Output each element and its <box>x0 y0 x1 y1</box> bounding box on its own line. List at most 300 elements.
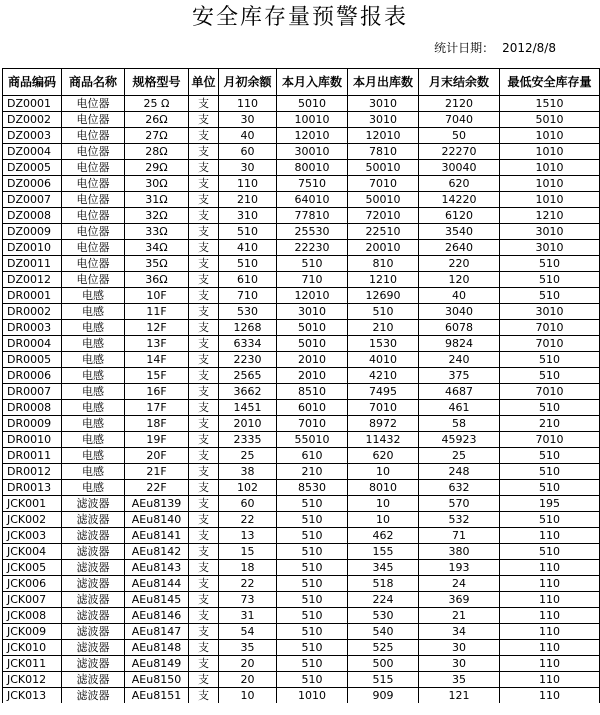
cell-product-name: 电感 <box>62 448 125 464</box>
cell-month-inbound: 2010 <box>277 352 348 368</box>
cell-unit: 支 <box>189 208 219 224</box>
cell-unit: 支 <box>189 432 219 448</box>
cell-product-name: 电感 <box>62 464 125 480</box>
cell-spec-model: AEu8150 <box>125 672 189 688</box>
cell-spec-model: AEu8151 <box>125 688 189 704</box>
table-row <box>3 544 600 560</box>
cell-product-code: DZ0008 <box>3 208 62 224</box>
table-row <box>3 128 600 144</box>
cell-closing-balance: 120 <box>419 272 500 288</box>
table-row <box>3 400 600 416</box>
cell-month-outbound: 7010 <box>348 176 419 192</box>
table-row <box>3 336 600 352</box>
cell-opening-balance: 73 <box>219 592 277 608</box>
cell-product-code: DR0008 <box>3 400 62 416</box>
cell-closing-balance: 50 <box>419 128 500 144</box>
cell-closing-balance: 9824 <box>419 336 500 352</box>
cell-product-code: DZ0007 <box>3 192 62 208</box>
cell-closing-balance: 25 <box>419 448 500 464</box>
cell-product-name: 电位器 <box>62 160 125 176</box>
cell-opening-balance: 30 <box>219 160 277 176</box>
cell-opening-balance: 6334 <box>219 336 277 352</box>
cell-product-name: 电位器 <box>62 256 125 272</box>
cell-product-code: DZ0002 <box>3 112 62 128</box>
cell-spec-model: AEu8139 <box>125 496 189 512</box>
cell-unit: 支 <box>189 112 219 128</box>
cell-closing-balance: 58 <box>419 416 500 432</box>
cell-product-name: 电位器 <box>62 240 125 256</box>
cell-min-safety-stock: 1010 <box>500 160 600 176</box>
cell-month-inbound: 8510 <box>277 384 348 400</box>
cell-opening-balance: 20 <box>219 656 277 672</box>
cell-month-inbound: 30010 <box>277 144 348 160</box>
cell-opening-balance: 610 <box>219 272 277 288</box>
cell-closing-balance: 21 <box>419 608 500 624</box>
cell-product-code: JCK011 <box>3 656 62 672</box>
cell-spec-model: 13F <box>125 336 189 352</box>
cell-opening-balance: 60 <box>219 144 277 160</box>
table-row <box>3 256 600 272</box>
cell-opening-balance: 110 <box>219 176 277 192</box>
cell-product-code: JCK008 <box>3 608 62 624</box>
cell-unit: 支 <box>189 256 219 272</box>
cell-opening-balance: 510 <box>219 256 277 272</box>
cell-month-outbound: 3010 <box>348 96 419 112</box>
cell-month-inbound: 510 <box>277 672 348 688</box>
table-row <box>3 192 600 208</box>
cell-opening-balance: 15 <box>219 544 277 560</box>
cell-min-safety-stock: 110 <box>500 656 600 672</box>
cell-month-outbound: 530 <box>348 608 419 624</box>
cell-closing-balance: 34 <box>419 624 500 640</box>
cell-spec-model: AEu8144 <box>125 576 189 592</box>
table-row <box>3 352 600 368</box>
column-header-spec-model: 规格型号 <box>125 69 189 96</box>
cell-closing-balance: 632 <box>419 480 500 496</box>
cell-month-inbound: 5010 <box>277 96 348 112</box>
cell-unit: 支 <box>189 384 219 400</box>
cell-closing-balance: 3040 <box>419 304 500 320</box>
cell-spec-model: 12F <box>125 320 189 336</box>
cell-month-outbound: 518 <box>348 576 419 592</box>
cell-month-inbound: 510 <box>277 496 348 512</box>
cell-closing-balance: 240 <box>419 352 500 368</box>
cell-product-name: 滤波器 <box>62 512 125 528</box>
cell-month-inbound: 710 <box>277 272 348 288</box>
cell-spec-model: AEu8140 <box>125 512 189 528</box>
cell-closing-balance: 30 <box>419 640 500 656</box>
cell-min-safety-stock: 210 <box>500 416 600 432</box>
table-row <box>3 448 600 464</box>
cell-month-outbound: 1210 <box>348 272 419 288</box>
cell-product-code: DR0011 <box>3 448 62 464</box>
cell-month-outbound: 50010 <box>348 192 419 208</box>
cell-closing-balance: 570 <box>419 496 500 512</box>
cell-opening-balance: 13 <box>219 528 277 544</box>
cell-spec-model: AEu8141 <box>125 528 189 544</box>
table-row <box>3 528 600 544</box>
cell-unit: 支 <box>189 496 219 512</box>
cell-unit: 支 <box>189 480 219 496</box>
cell-product-code: JCK007 <box>3 592 62 608</box>
table-row <box>3 432 600 448</box>
cell-min-safety-stock: 510 <box>500 288 600 304</box>
cell-unit: 支 <box>189 624 219 640</box>
cell-opening-balance: 20 <box>219 672 277 688</box>
cell-opening-balance: 102 <box>219 480 277 496</box>
cell-opening-balance: 54 <box>219 624 277 640</box>
cell-spec-model: AEu8142 <box>125 544 189 560</box>
cell-min-safety-stock: 110 <box>500 640 600 656</box>
cell-opening-balance: 38 <box>219 464 277 480</box>
cell-spec-model: 26Ω <box>125 112 189 128</box>
cell-opening-balance: 30 <box>219 112 277 128</box>
cell-min-safety-stock: 510 <box>500 272 600 288</box>
cell-unit: 支 <box>189 144 219 160</box>
cell-closing-balance: 532 <box>419 512 500 528</box>
cell-spec-model: 20F <box>125 448 189 464</box>
cell-product-name: 滤波器 <box>62 576 125 592</box>
cell-closing-balance: 461 <box>419 400 500 416</box>
cell-month-inbound: 5010 <box>277 336 348 352</box>
cell-unit: 支 <box>189 368 219 384</box>
cell-month-inbound: 3010 <box>277 304 348 320</box>
cell-product-name: 电位器 <box>62 224 125 240</box>
cell-month-inbound: 510 <box>277 560 348 576</box>
cell-unit: 支 <box>189 576 219 592</box>
cell-product-code: JCK001 <box>3 496 62 512</box>
table-row <box>3 576 600 592</box>
cell-product-name: 电感 <box>62 480 125 496</box>
cell-opening-balance: 1268 <box>219 320 277 336</box>
cell-product-code: DR0002 <box>3 304 62 320</box>
cell-product-name: 滤波器 <box>62 688 125 704</box>
cell-opening-balance: 710 <box>219 288 277 304</box>
cell-spec-model: AEu8146 <box>125 608 189 624</box>
cell-spec-model: 31Ω <box>125 192 189 208</box>
cell-opening-balance: 2010 <box>219 416 277 432</box>
cell-month-outbound: 515 <box>348 672 419 688</box>
cell-unit: 支 <box>189 272 219 288</box>
cell-product-name: 滤波器 <box>62 592 125 608</box>
cell-closing-balance: 6120 <box>419 208 500 224</box>
table-row <box>3 688 600 704</box>
cell-product-code: JCK009 <box>3 624 62 640</box>
cell-unit: 支 <box>189 528 219 544</box>
table-row <box>3 672 600 688</box>
cell-product-code: DZ0012 <box>3 272 62 288</box>
cell-month-outbound: 8010 <box>348 480 419 496</box>
cell-spec-model: AEu8145 <box>125 592 189 608</box>
cell-unit: 支 <box>189 592 219 608</box>
table-row <box>3 176 600 192</box>
cell-spec-model: 29Ω <box>125 160 189 176</box>
cell-closing-balance: 30040 <box>419 160 500 176</box>
table-row <box>3 144 600 160</box>
cell-month-outbound: 12690 <box>348 288 419 304</box>
cell-month-inbound: 510 <box>277 640 348 656</box>
cell-opening-balance: 2335 <box>219 432 277 448</box>
cell-product-name: 电位器 <box>62 144 125 160</box>
cell-unit: 支 <box>189 224 219 240</box>
cell-closing-balance: 4687 <box>419 384 500 400</box>
cell-month-outbound: 510 <box>348 304 419 320</box>
cell-product-name: 电位器 <box>62 112 125 128</box>
cell-min-safety-stock: 110 <box>500 528 600 544</box>
cell-unit: 支 <box>189 96 219 112</box>
cell-month-outbound: 72010 <box>348 208 419 224</box>
cell-unit: 支 <box>189 560 219 576</box>
cell-product-code: JCK010 <box>3 640 62 656</box>
cell-product-name: 电位器 <box>62 272 125 288</box>
cell-closing-balance: 248 <box>419 464 500 480</box>
cell-product-name: 电感 <box>62 416 125 432</box>
cell-product-code: DZ0005 <box>3 160 62 176</box>
cell-product-code: DR0001 <box>3 288 62 304</box>
table-header-row <box>3 69 600 96</box>
cell-month-inbound: 12010 <box>277 288 348 304</box>
cell-opening-balance: 25 <box>219 448 277 464</box>
cell-min-safety-stock: 3010 <box>500 224 600 240</box>
cell-month-outbound: 462 <box>348 528 419 544</box>
cell-min-safety-stock: 3010 <box>500 304 600 320</box>
cell-product-code: JCK013 <box>3 688 62 704</box>
cell-unit: 支 <box>189 464 219 480</box>
cell-spec-model: 27Ω <box>125 128 189 144</box>
inventory-table <box>2 68 600 703</box>
cell-month-outbound: 810 <box>348 256 419 272</box>
cell-opening-balance: 110 <box>219 96 277 112</box>
table-row <box>3 560 600 576</box>
cell-product-code: JCK002 <box>3 512 62 528</box>
cell-min-safety-stock: 7010 <box>500 336 600 352</box>
cell-closing-balance: 3540 <box>419 224 500 240</box>
cell-opening-balance: 510 <box>219 224 277 240</box>
cell-unit: 支 <box>189 640 219 656</box>
cell-product-name: 电感 <box>62 432 125 448</box>
cell-month-inbound: 510 <box>277 592 348 608</box>
column-header-min-safety-stock: 最低安全库存量 <box>500 69 600 96</box>
cell-closing-balance: 380 <box>419 544 500 560</box>
cell-product-code: DR0009 <box>3 416 62 432</box>
cell-unit: 支 <box>189 320 219 336</box>
cell-min-safety-stock: 110 <box>500 576 600 592</box>
cell-month-outbound: 7810 <box>348 144 419 160</box>
cell-product-name: 滤波器 <box>62 608 125 624</box>
table-row <box>3 368 600 384</box>
stat-date <box>434 38 556 58</box>
cell-closing-balance: 71 <box>419 528 500 544</box>
cell-spec-model: AEu8147 <box>125 624 189 640</box>
cell-min-safety-stock: 7010 <box>500 320 600 336</box>
cell-closing-balance: 45923 <box>419 432 500 448</box>
cell-unit: 支 <box>189 128 219 144</box>
cell-product-code: DR0010 <box>3 432 62 448</box>
cell-spec-model: 19F <box>125 432 189 448</box>
table-row <box>3 320 600 336</box>
cell-spec-model: 22F <box>125 480 189 496</box>
cell-product-name: 电位器 <box>62 208 125 224</box>
cell-closing-balance: 24 <box>419 576 500 592</box>
column-header-closing-balance: 月末结余数 <box>419 69 500 96</box>
cell-min-safety-stock: 510 <box>500 544 600 560</box>
cell-product-code: DR0004 <box>3 336 62 352</box>
cell-min-safety-stock: 1010 <box>500 128 600 144</box>
cell-opening-balance: 2230 <box>219 352 277 368</box>
cell-product-name: 电感 <box>62 352 125 368</box>
cell-unit: 支 <box>189 672 219 688</box>
cell-month-inbound: 510 <box>277 576 348 592</box>
cell-spec-model: 34Ω <box>125 240 189 256</box>
cell-opening-balance: 40 <box>219 128 277 144</box>
cell-month-outbound: 12010 <box>348 128 419 144</box>
table-row <box>3 224 600 240</box>
cell-product-code: DR0013 <box>3 480 62 496</box>
cell-closing-balance: 6078 <box>419 320 500 336</box>
cell-product-code: DR0007 <box>3 384 62 400</box>
cell-unit: 支 <box>189 240 219 256</box>
cell-min-safety-stock: 510 <box>500 448 600 464</box>
cell-spec-model: 16F <box>125 384 189 400</box>
cell-spec-model: 10F <box>125 288 189 304</box>
cell-closing-balance: 40 <box>419 288 500 304</box>
table-row <box>3 416 600 432</box>
report-title: 安全库存量预警报表 <box>191 5 408 30</box>
cell-month-outbound: 345 <box>348 560 419 576</box>
cell-product-code: JCK012 <box>3 672 62 688</box>
cell-unit: 支 <box>189 336 219 352</box>
cell-min-safety-stock: 510 <box>500 256 600 272</box>
cell-product-name: 电感 <box>62 336 125 352</box>
table-row <box>3 240 600 256</box>
cell-month-inbound: 10010 <box>277 112 348 128</box>
cell-unit: 支 <box>189 192 219 208</box>
cell-opening-balance: 35 <box>219 640 277 656</box>
cell-spec-model: 15F <box>125 368 189 384</box>
cell-month-inbound: 80010 <box>277 160 348 176</box>
table-row <box>3 624 600 640</box>
table-row <box>3 96 600 112</box>
table-body <box>3 96 600 704</box>
cell-month-inbound: 510 <box>277 528 348 544</box>
cell-unit: 支 <box>189 688 219 704</box>
cell-month-inbound: 510 <box>277 624 348 640</box>
cell-month-outbound: 1530 <box>348 336 419 352</box>
cell-product-code: DZ0001 <box>3 96 62 112</box>
table-row <box>3 288 600 304</box>
cell-product-name: 滤波器 <box>62 560 125 576</box>
cell-min-safety-stock: 1510 <box>500 96 600 112</box>
cell-min-safety-stock: 110 <box>500 624 600 640</box>
cell-month-inbound: 610 <box>277 448 348 464</box>
cell-product-code: JCK004 <box>3 544 62 560</box>
cell-month-outbound: 4010 <box>348 352 419 368</box>
cell-product-code: DZ0003 <box>3 128 62 144</box>
cell-closing-balance: 121 <box>419 688 500 704</box>
cell-month-inbound: 64010 <box>277 192 348 208</box>
cell-month-inbound: 22230 <box>277 240 348 256</box>
cell-month-inbound: 25530 <box>277 224 348 240</box>
cell-month-outbound: 540 <box>348 624 419 640</box>
table-row <box>3 160 600 176</box>
column-header-opening-balance: 月初余额 <box>219 69 277 96</box>
cell-spec-model: 17F <box>125 400 189 416</box>
column-header-unit: 单位 <box>189 69 219 96</box>
cell-spec-model: 18F <box>125 416 189 432</box>
cell-unit: 支 <box>189 656 219 672</box>
cell-closing-balance: 35 <box>419 672 500 688</box>
cell-product-code: DZ0009 <box>3 224 62 240</box>
cell-spec-model: 25 Ω <box>125 96 189 112</box>
table-row <box>3 112 600 128</box>
cell-spec-model: 36Ω <box>125 272 189 288</box>
cell-month-inbound: 7010 <box>277 416 348 432</box>
stat-date-value: 2012/8/8 <box>502 41 556 55</box>
column-header-month-inbound: 本月入库数 <box>277 69 348 96</box>
cell-closing-balance: 193 <box>419 560 500 576</box>
table-row <box>3 464 600 480</box>
cell-min-safety-stock: 510 <box>500 368 600 384</box>
cell-closing-balance: 7040 <box>419 112 500 128</box>
cell-product-name: 电感 <box>62 304 125 320</box>
cell-closing-balance: 2120 <box>419 96 500 112</box>
cell-product-code: DR0003 <box>3 320 62 336</box>
cell-product-code: JCK005 <box>3 560 62 576</box>
cell-min-safety-stock: 110 <box>500 672 600 688</box>
cell-month-outbound: 20010 <box>348 240 419 256</box>
cell-min-safety-stock: 510 <box>500 464 600 480</box>
cell-opening-balance: 530 <box>219 304 277 320</box>
cell-month-outbound: 11432 <box>348 432 419 448</box>
cell-product-code: DR0012 <box>3 464 62 480</box>
cell-month-inbound: 210 <box>277 464 348 480</box>
cell-unit: 支 <box>189 416 219 432</box>
cell-month-inbound: 510 <box>277 544 348 560</box>
table-row <box>3 656 600 672</box>
cell-month-inbound: 510 <box>277 256 348 272</box>
cell-product-name: 电感 <box>62 320 125 336</box>
stat-date-label: 统计日期： <box>434 41 495 55</box>
cell-closing-balance: 14220 <box>419 192 500 208</box>
cell-opening-balance: 31 <box>219 608 277 624</box>
cell-product-code: DZ0006 <box>3 176 62 192</box>
cell-min-safety-stock: 3010 <box>500 240 600 256</box>
cell-unit: 支 <box>189 288 219 304</box>
cell-closing-balance: 220 <box>419 256 500 272</box>
column-header-product-code: 商品编码 <box>3 69 62 96</box>
cell-opening-balance: 310 <box>219 208 277 224</box>
cell-month-inbound: 77810 <box>277 208 348 224</box>
cell-product-name: 电位器 <box>62 128 125 144</box>
cell-product-name: 滤波器 <box>62 624 125 640</box>
cell-product-name: 电感 <box>62 288 125 304</box>
cell-spec-model: 28Ω <box>125 144 189 160</box>
cell-month-inbound: 8530 <box>277 480 348 496</box>
table-row <box>3 608 600 624</box>
cell-closing-balance: 375 <box>419 368 500 384</box>
cell-product-name: 滤波器 <box>62 496 125 512</box>
cell-product-code: DR0006 <box>3 368 62 384</box>
cell-opening-balance: 22 <box>219 576 277 592</box>
cell-min-safety-stock: 1210 <box>500 208 600 224</box>
cell-product-code: DZ0011 <box>3 256 62 272</box>
cell-month-outbound: 500 <box>348 656 419 672</box>
cell-month-inbound: 5010 <box>277 320 348 336</box>
cell-opening-balance: 410 <box>219 240 277 256</box>
cell-min-safety-stock: 510 <box>500 352 600 368</box>
cell-month-inbound: 2010 <box>277 368 348 384</box>
cell-min-safety-stock: 110 <box>500 592 600 608</box>
